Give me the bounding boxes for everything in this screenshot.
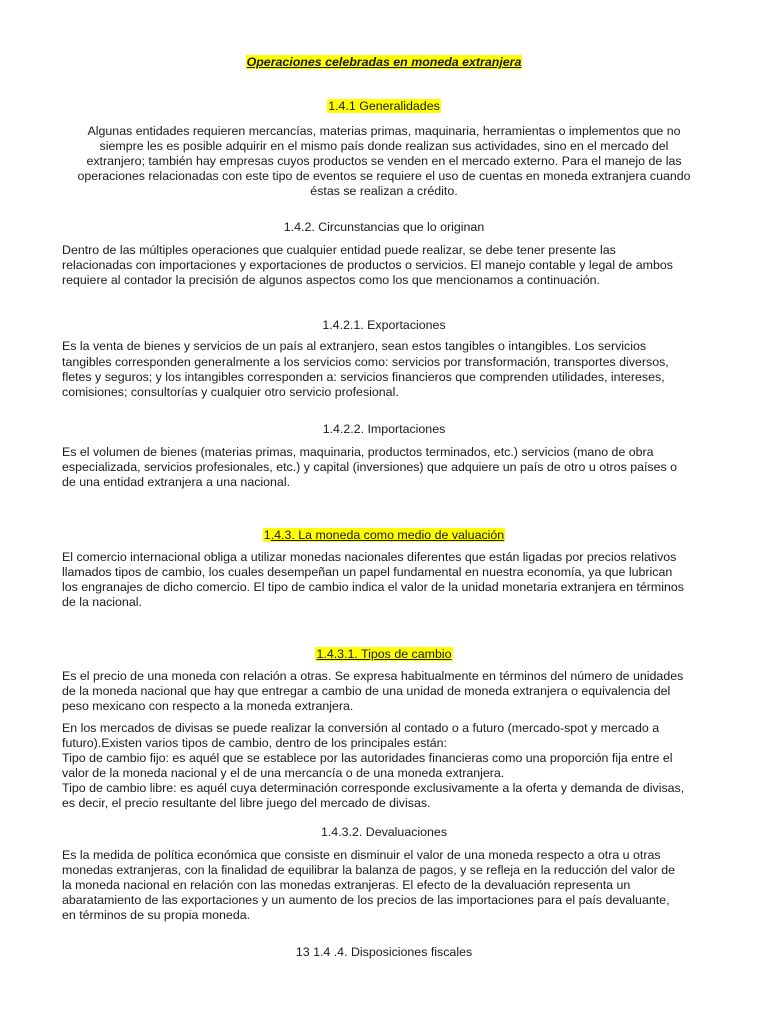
section-heading-tipos-cambio: 1.4.3.1. Tipos de cambio xyxy=(316,647,452,661)
section-heading-circunstancias: 1.4.2. Circunstancias que lo originan xyxy=(283,220,485,234)
document-title xyxy=(0,55,768,70)
paragraph-line: los engranajes de dicho comercio. El tipo de cambio indica el valor de la unidad monetaria extranjera en términos xyxy=(62,580,684,594)
paragraph-line: comisiones; consultorías y cualquier otro servicio profesional. xyxy=(62,385,399,399)
paragraph-line: operaciones relacionadas con este tipo de eventos se requiere el uso de cuentas en moneda extranjera cuando xyxy=(77,169,691,183)
paragraph-line: de la moneda nacional que hay que entregar a cambio de una unidad de moneda extranjera o equivalencia del xyxy=(62,684,671,698)
paragraph-line: Algunas entidades requieren mercancías, materias primas, maquinaria, herramientas o implementos que no xyxy=(87,124,681,138)
section-heading-importaciones: 1.4.2.2. Importaciones xyxy=(322,422,446,436)
paragraph-line: en términos de su propia moneda. xyxy=(62,908,251,922)
paragraph-line: requiere al contador la precisión de algunos aspectos como los que mencionamos a continuación. xyxy=(62,273,600,287)
paragraph-line: éstas se realizan a crédito. xyxy=(310,184,458,198)
paragraph-line: En los mercados de divisas se puede realizar la conversión al contado o a futuro (mercado-spot y mercado a xyxy=(62,721,660,735)
paragraph-line: Es el volumen de bienes (materias primas, maquinaria, productos terminados, etc.) servicios (mano de obra xyxy=(62,445,654,459)
paragraph-line: siempre les es posible adquirir en el mismo país donde realizan sus actividades, sino en el mercado del xyxy=(99,139,669,153)
paragraph-line: monedas extranjeras, con la finalidad de equilibrar la balanza de pagos, y se refleja en la reducción del valor de xyxy=(62,863,676,877)
paragraph-line: Es la venta de bienes y servicios de un país al extranjero, sean estos tangibles o intangibles. Los servicios xyxy=(62,339,647,353)
section-heading-moneda-valuacion: 1.4.3. La moneda como medio de valuación xyxy=(263,528,505,542)
section-heading-devaluaciones: 1.4.3.2. Devaluaciones xyxy=(320,825,448,839)
paragraph-line: Es la medida de política económica que consiste en disminuir el valor de una moneda respecto a otra u otras xyxy=(62,848,661,862)
title-text: Operaciones celebradas en moneda extranjera xyxy=(246,55,522,69)
paragraph-line: Es el precio de una moneda con relación a otras. Se expresa habitualmente en términos del número de unidades xyxy=(62,669,684,683)
paragraph-line: llamados tipos de cambio, los cuales desempeñan un papel fundamental en nuestra economía, ya que lubrican xyxy=(62,565,673,579)
paragraph-line: de una entidad extranjera a una nacional. xyxy=(62,475,291,489)
paragraph-line: El comercio internacional obliga a utilizar monedas nacionales diferentes que están ligadas por precios relativos xyxy=(62,550,677,564)
paragraph-line: fletes y seguros; y los intangibles corresponden a: servicios financieros que comprenden utilidades, intereses, xyxy=(62,370,665,384)
paragraph-line: Tipo de cambio fijo: es aquél que se establece por las autoridades financieras como una proporción fija entre el xyxy=(62,751,673,765)
paragraph-line: tangibles corresponden generalmente a los servicios como: servicios por transformación, transportes diversos, xyxy=(62,355,669,369)
paragraph-line: valor de la moneda nacional y el de una mercancía o de una moneda extranjera. xyxy=(62,766,505,780)
paragraph-line: peso mexicano con respecto a la moneda extranjera. xyxy=(62,699,354,713)
paragraph-line: Tipo de cambio libre: es aquél cuya determinación corresponde exclusivamente a la oferta y demanda de divisas, xyxy=(62,781,685,795)
paragraph-line: es decir, el precio resultante del libre juego del mercado de divisas. xyxy=(62,796,431,810)
section-heading-disposiciones-fiscales: 13 1.4 .4. Disposiciones fiscales xyxy=(295,945,473,959)
section-heading-exportaciones: 1.4.2.1. Exportaciones xyxy=(322,318,446,332)
paragraph-line: futuro).Existen varios tipos de cambio, dentro de los principales están: xyxy=(62,736,447,750)
paragraph-line: extranjero; también hay empresas cuyos productos se venden en el mercado externo. Para el manejo de las xyxy=(86,154,682,168)
paragraph-line: la moneda nacional en relación con las monedas extranjeras. El efecto de la devaluación representa un xyxy=(62,878,631,892)
paragraph-line: especializada, servicios profesionales, etc.) y capital (inversiones) que adquiere un país de otro u otros países o xyxy=(62,460,678,474)
paragraph-line: abaratamiento de las exportaciones y un aumento de los precios de las importaciones para el país devaluante, xyxy=(62,893,670,907)
paragraph-line: relacionadas con importaciones y exportaciones de productos o servicios. El manejo contable y legal de ambos xyxy=(62,258,673,272)
section-heading-generalidades: 1.4.1 Generalidades xyxy=(328,99,440,113)
paragraph-line: de la nacional. xyxy=(62,595,142,609)
paragraph-line: Dentro de las múltiples operaciones que cualquier entidad puede realizar, se debe tener presente las xyxy=(62,243,616,257)
